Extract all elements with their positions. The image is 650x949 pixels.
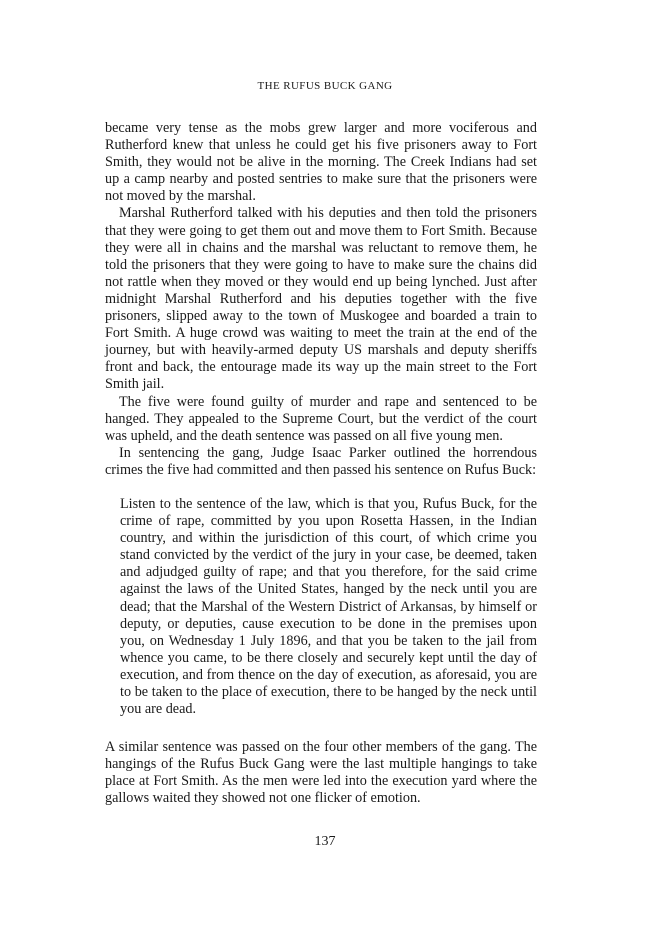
block-quote: Listen to the sentence of the law, which is that you, Rufus Buck, for the crime of rape, committed by you upon Rosetta Hassen, in the Indian country, and within the jurisdiction of this court, of which crime you stand convicted by the verdict of the jury in your case, be deemed, taken and adjudged guilty of rape; and that you therefore, for the said crime against the laws of the United States, hanged by the neck until you are dead; that the Marshal of the Western District of Arkansas, by himself or deputy, or deputies, cause execution to be done in the premises upon you, on Wednesday 1 July 1896, and that you be taken to the jail from whence you came, to be there closely and securely kept until the day of execution, and from thence on the day of execution, as aforesaid, you are to be taken to the place of execution, there to be hanged by the neck until you are dead. (120, 495, 537, 718)
running-head: THE RUFUS BUCK GANG (257, 80, 393, 92)
closing-paragraph: A similar sentence was passed on the four other members of the gang. The hangings of the Rufus Buck Gang were the last multiple hangings to take place at Fort Smith. As the men were led into the execution yard where the gallows waited they showed not one flicker of emotion. (105, 739, 537, 807)
paragraph-3: The five were found guilty of murder and rape and sentenced to be hanged. They appealed to the Supreme Court, but the verdict of the court was upheld, and the death sentence was passed on all five young men. (105, 393, 537, 444)
paragraph-2: Marshal Rutherford talked with his deputies and then told the prisoners that they were going to get them out and move them to Fort Smith. Because they were all in chains and the marshal was reluctant to remove them, he told the prisoners that they were going to have to make sure the chains did not rattle when they moved or they would end up being lynched. Just after midnight Marshal Rutherford and his deputies together with the five prisoners, slipped away to the town of Muskogee and boarded a train to Fort Smith. A huge crowd was waiting to meet the train at the end of the journey, but with heavily-armed deputy US marshals and deputy sheriffs front and back, the entourage made its way up the main street to the Fort Smith jail. (105, 205, 537, 393)
paragraph-1: became very tense as the mobs grew larger and more vociferous and Rutherford knew that unless he could get his five prisoners away to Fort Smith, they would not be alive in the morning. The Creek Indians had set up a camp nearby and posted sentries to make sure that the prisoners were not moved by the marshal. (105, 120, 537, 205)
page-number: 137 (314, 834, 336, 849)
body-text (105, 120, 537, 808)
paragraph-4: In sentencing the gang, Judge Isaac Parker outlined the horrendous crimes the five had committed and then passed his sentence on Rufus Buck: (105, 444, 537, 478)
